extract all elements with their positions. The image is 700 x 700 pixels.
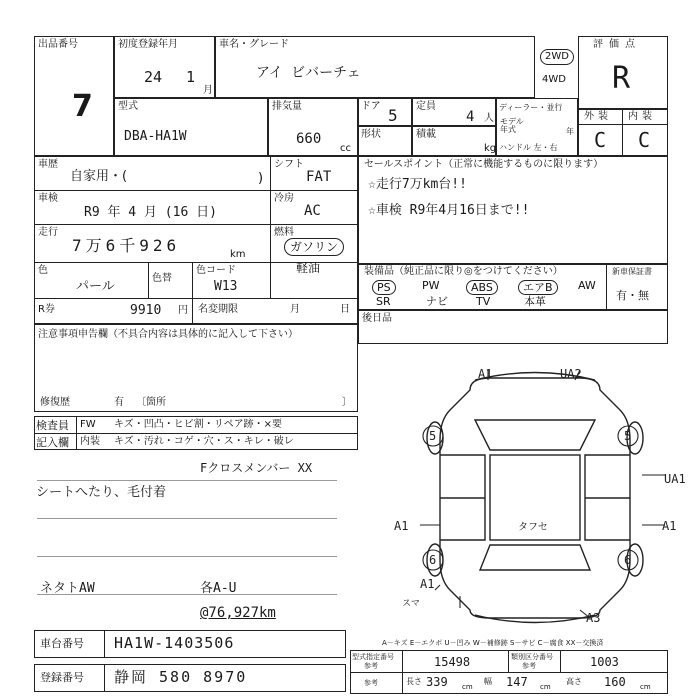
fuel-diesel: 軽油 — [296, 261, 321, 275]
color-change-label: 色替 — [152, 273, 172, 284]
type-no-label: 型式指定番号 — [352, 653, 394, 661]
diag-a1-top: A1 — [478, 367, 493, 381]
inspector-label1: 検査員 — [36, 419, 69, 432]
color-label: 色 — [38, 265, 48, 276]
equip-navi: ナビ — [426, 295, 448, 308]
repair-label: 修復歴 — [40, 397, 70, 408]
color-code-label: 色コード — [196, 265, 236, 276]
length-label: 長さ — [406, 677, 422, 686]
reg-month-unit: 月 — [203, 85, 213, 96]
note-line — [37, 518, 337, 519]
ext-label: 外装 — [584, 111, 612, 122]
ext-int-divider — [622, 109, 623, 156]
recycle-value: 9910 — [130, 303, 162, 318]
length-value: 339 — [426, 675, 448, 689]
diag-tafuse: タフセ — [518, 522, 548, 533]
diag-a1-bottom: A1 — [420, 577, 435, 591]
ext-int-hdivider — [578, 124, 668, 125]
new-car-label: 新車保証書 — [612, 267, 652, 276]
repair-parts: 〔箇所 — [136, 397, 166, 408]
col-line-color2 — [192, 262, 193, 298]
reg-no-label: 登録番号 — [40, 671, 84, 684]
ext-value: C — [594, 128, 607, 152]
equip-leather: 本革 — [524, 295, 546, 308]
note-a: Fクロスメンバー XX — [200, 461, 313, 475]
shift-value: FAT — [306, 169, 332, 185]
mileage-label: 走行 — [38, 227, 58, 238]
name-label: 車名・グレード — [219, 39, 289, 50]
col-line-shift — [270, 156, 271, 298]
shape-label: 形状 — [361, 129, 381, 140]
recycle-label: R券 — [38, 304, 55, 315]
col-line-color — [148, 262, 149, 298]
history-value: 自家用・( — [70, 169, 128, 184]
lot-label: 出品番号 — [38, 39, 78, 50]
row-line-2 — [34, 224, 358, 225]
drive-4wd: 4WD — [542, 74, 566, 85]
equipment-label: 装備品（純正品に限り◎をつけてください） — [364, 266, 563, 277]
disp-value: 660 — [296, 131, 322, 147]
equip-sr: SR — [376, 295, 391, 308]
color-code-value: W13 — [214, 279, 238, 294]
sales-line2: ☆車検 R9年4月16日まで!! — [368, 203, 530, 218]
equip-aw: AW — [578, 279, 596, 292]
int-label: 内装 — [628, 111, 656, 122]
height-unit: cm — [640, 683, 651, 691]
after-install-label: 後日品 — [362, 313, 392, 324]
diag-a1-right: A1 — [662, 519, 677, 533]
note-b: シートへたり、毛付着 — [36, 485, 167, 500]
reg-no-value: 静岡 580 8970 — [114, 668, 248, 686]
note-e: @76,927km — [200, 605, 276, 621]
inspector-fw: FW — [80, 419, 96, 430]
cap-label: 定員 — [416, 101, 436, 112]
name-value: アイ ビバーチェ — [256, 65, 361, 81]
history-close: ) — [258, 171, 264, 186]
type-no-value: 15498 — [434, 655, 471, 669]
inspect-value: R9 年 4 月 (16 日) — [84, 205, 217, 220]
height-value: 160 — [604, 675, 626, 689]
reg-year: 24 — [144, 68, 163, 86]
cap-value: 4 — [466, 109, 475, 125]
note-line — [37, 556, 337, 557]
car-damage-diagram — [380, 360, 700, 630]
note-d: 各A-U — [200, 581, 237, 596]
equip-abs: ABS — [466, 280, 498, 295]
name-change-label: 名変期限 — [198, 304, 238, 315]
width-value: 147 — [506, 675, 528, 689]
sales-line1: ☆走行7万km台!! — [368, 177, 467, 192]
eval-label: 評価点 — [593, 39, 641, 50]
handle-label: ハンドル 左・右 — [499, 143, 558, 152]
reg-month: 1 — [186, 68, 196, 86]
mileage-unit: km — [230, 249, 246, 260]
recycle-unit: 円 — [178, 305, 188, 316]
dims-hline — [350, 672, 668, 673]
mileage-value: 7万6千926 — [72, 236, 181, 255]
class-value: 1003 — [590, 655, 619, 669]
dims-vline3 — [560, 650, 561, 672]
fuel-gasoline: ガソリン — [284, 238, 344, 256]
type-no-ref: 参考 — [364, 662, 378, 670]
equip-airbag: エアB — [518, 280, 558, 295]
frame-label: 車台番号 — [40, 637, 84, 650]
door-label: ドア — [361, 101, 381, 112]
name-change-month: 月 — [290, 304, 300, 315]
row-line-1 — [34, 190, 358, 191]
dims-vline1 — [402, 650, 403, 694]
dims-vline2 — [508, 650, 509, 672]
load-label: 積載 — [416, 129, 436, 140]
model-year-label: モデル年式 — [500, 117, 524, 134]
diag-6-left: 6 — [429, 553, 437, 567]
equip-tv: TV — [476, 295, 491, 308]
notes-label: 注意事項申告欄（不具合内容は具体的に記入して下さい） — [38, 329, 298, 340]
after-install-box — [358, 310, 668, 344]
inspector-label2: 記入欄 — [36, 436, 69, 449]
reg-label: 初度登録年月 — [118, 39, 178, 50]
lot-value: 7 — [72, 89, 93, 124]
name-change-day: 日 — [340, 304, 350, 315]
color-value: パール — [76, 279, 115, 294]
ac-value: AC — [304, 203, 321, 219]
equip-ps: PS — [372, 280, 396, 295]
repair-close: 〕 — [342, 397, 352, 408]
dims-ref: 参考 — [364, 679, 378, 687]
length-unit: cm — [462, 683, 473, 691]
equip-divider — [606, 264, 607, 310]
diag-5-right: 5 — [624, 429, 632, 443]
inspector-int: 内装 — [80, 436, 100, 447]
inspector-hline — [34, 433, 358, 434]
dealer-label: ディーラー・並行 — [499, 103, 563, 112]
inspect-label: 車検 — [38, 193, 58, 204]
diag-a3: A3 — [586, 611, 601, 625]
inspector-fw-text: キズ・凹凸・ヒビ割・リペア跡・×要 — [114, 419, 282, 430]
load-unit: kg — [484, 143, 497, 154]
fuel-label: 燃料 — [274, 227, 294, 238]
inspector-int-text: キズ・汚れ・コゲ・穴・ス・キレ・破レ — [114, 436, 294, 447]
shift-label: シフト — [274, 159, 304, 170]
eval-value: R — [612, 61, 631, 96]
diag-ua1: UA1 — [664, 472, 686, 486]
door-value: 5 — [388, 106, 398, 125]
model-value: DBA-HA1W — [124, 129, 187, 144]
note-line — [37, 480, 337, 481]
width-unit: cm — [540, 683, 551, 691]
disp-label: 排気量 — [272, 101, 302, 112]
sales-label: セールスポイント（正常に機能するものに限ります） — [364, 159, 604, 170]
reg-no-divider — [104, 664, 105, 692]
drive-2wd: 2WD — [540, 49, 574, 65]
history-label: 車歴 — [38, 159, 58, 170]
diag-sma: スマ — [402, 599, 420, 609]
class-ref: 参考 — [522, 662, 536, 670]
class-label: 類別区分番号 — [511, 653, 553, 661]
repair-value: 有 — [114, 397, 124, 408]
new-car-value: 有・無 — [616, 289, 649, 302]
frame-divider — [104, 630, 105, 658]
note-c: ネタトAW — [40, 581, 95, 596]
model-year-unit: 年 — [566, 127, 574, 136]
diag-5-left: 5 — [429, 429, 437, 443]
ac-label: 冷房 — [274, 193, 294, 204]
int-value: C — [638, 128, 651, 152]
model-label: 型式 — [118, 101, 138, 112]
row-line-4 — [34, 298, 358, 299]
col-line-recycle — [192, 298, 193, 324]
width-label: 幅 — [484, 677, 492, 686]
diag-6-right: 6 — [624, 553, 632, 567]
cap-unit: 人 — [484, 113, 494, 124]
diag-a1-left: A1 — [394, 519, 409, 533]
disp-unit: cc — [340, 143, 351, 154]
frame-value: HA1W-1403506 — [114, 634, 235, 652]
equip-pw: PW — [422, 279, 440, 292]
legend: A－キズ E－エクボ U－凹み W－補修跡 S－サビ C－腐食 XX－交換済 — [382, 639, 604, 647]
diag-ua2: UA2 — [560, 367, 582, 381]
height-label: 高さ — [566, 677, 582, 686]
